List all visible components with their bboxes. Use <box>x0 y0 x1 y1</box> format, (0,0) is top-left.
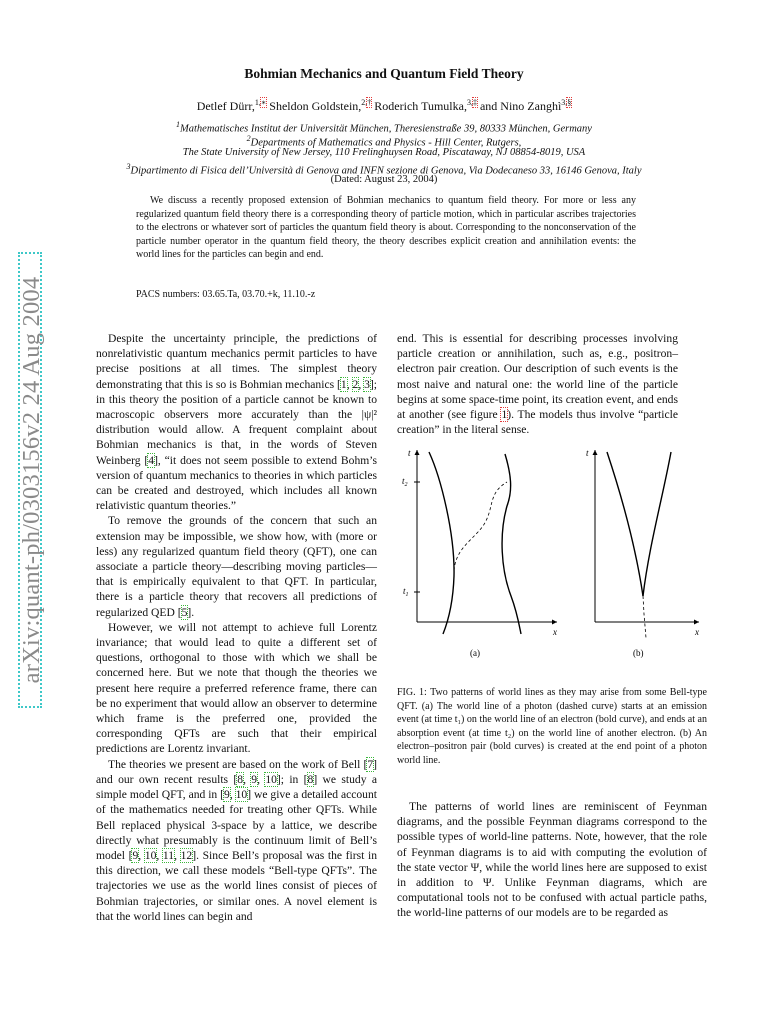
x-axis-label: x <box>553 627 557 637</box>
figure-caption: FIG. 1: Two patterns of world lines as they may arise from some Bell-type QFT. (a) The world line of a photon (dashed curve) starts at an emission event (at time t₁) on the world line of an electron (bold curve), and ends at an absorption event (at time t₂) on the world line of another electron. (b) An electron–positron pair (bold curves) is created at the end point of a photon world line. <box>397 687 707 766</box>
t-axis-arrow <box>415 450 420 455</box>
photon-world-line <box>454 482 507 576</box>
text: ]. Since Bell’s proposal was the first in this direction, we call these models “Bell-type QFTs”. The trajectories we use as the world lines consist of pieces of Bohmian trajectories, or similar ones. A novel element is that the world lines can begin and <box>96 848 377 923</box>
t2-symbol: t <box>402 476 405 486</box>
citation-link[interactable]: 9 <box>251 772 258 786</box>
affil-text: Dipartimento di Fisica dell’Università di Genova and INFN sezione di Genova, Via Dodecaneso 33, 16146 Genova, Italy <box>130 165 642 177</box>
author-footnote-link[interactable]: † <box>367 98 372 107</box>
affil-sup: 3 <box>126 162 131 171</box>
text: ], “it does not seem possible to extend Bohm’s version of quantum mechanics to theories in which particles can be created and destroyed, which includes all known relativistic quantum theories.” <box>96 453 377 513</box>
panel-b <box>586 448 699 658</box>
right-column <box>397 331 678 437</box>
x-axis-arrow <box>552 620 557 625</box>
right-column-continued <box>397 799 707 921</box>
citation-link[interactable]: 5 <box>181 605 188 619</box>
author-footnote-link[interactable]: ‡ <box>472 98 477 107</box>
author-name: and Nino Zanghì <box>479 99 562 113</box>
citation-link[interactable]: 3 <box>364 377 370 391</box>
t1-subscript: 1 <box>405 592 409 598</box>
author-list <box>0 98 768 114</box>
text: ] and our own recent results [ <box>96 757 377 786</box>
author-affil-sup: 1, <box>254 98 261 107</box>
citation-link[interactable]: 10 <box>144 848 157 862</box>
paragraph <box>397 331 678 437</box>
text: , <box>174 848 181 862</box>
x-axis-arrow <box>694 620 699 625</box>
affil-text: The State University of New Jersey, 110 Frelinghuysen Road, Piscataway, NJ 08854-8019, USA <box>182 147 586 158</box>
t2-subscript: 2 <box>404 482 408 488</box>
affiliation-2-cont <box>0 146 768 160</box>
author-affil-sup: 3, <box>561 98 568 107</box>
t-axis-label: t <box>408 448 411 458</box>
panel-a-label: (a) <box>470 648 480 658</box>
arxiv-stamp-text: arXiv:quant-ph/0303156v2 24 Aug 2004 <box>18 276 45 684</box>
paragraph <box>96 331 377 513</box>
paper-title: Bohmian Mechanics and Quantum Field Theory <box>244 66 524 81</box>
left-column <box>96 331 377 924</box>
text: Despite the uncertainty principle, the predictions of nonrelativistic quantum mechanics permit particles to have precise positions at all times. The simplest theory demonstrating that this is so is Bohmian mechanics [ <box>96 332 377 391</box>
citation-link[interactable]: 9 <box>132 848 139 862</box>
author-affil-sup: 3, <box>466 98 473 107</box>
positron-world-line <box>643 452 671 596</box>
x-axis-label: x <box>695 627 699 637</box>
text: , <box>229 788 236 802</box>
citation-link[interactable]: 11 <box>162 848 175 862</box>
paragraph <box>96 513 377 619</box>
citation-link[interactable]: 10 <box>235 788 248 802</box>
citation-link[interactable]: 12 <box>180 848 193 862</box>
panel-a <box>402 448 557 658</box>
t-axis-arrow <box>593 450 598 455</box>
text: ). The models thus involve “particle creation” in the literal sense. <box>397 408 678 437</box>
text: ]; in [ <box>276 772 308 786</box>
text: , <box>358 377 365 391</box>
text: To remove the grounds of the concern that such an extension may be impossible, we show how, with (more or less) any regularized quantum field theory (QFT), one can associate a particle theory—describing moving particles—that is empirically equivalent to that QFT. In particular, there is a particle theory that recovers all predictions of regularized QED [ <box>96 514 377 619</box>
electron-world-line <box>607 452 643 596</box>
arxiv-stamp[interactable] <box>14 250 50 710</box>
citation-link[interactable]: 2 <box>352 377 359 391</box>
text: , <box>346 377 353 391</box>
citation-link[interactable]: 1 <box>340 377 347 391</box>
author-footnote-link[interactable]: ∗ <box>260 98 267 107</box>
t1-symbol: t <box>403 586 406 596</box>
author-footnote-link[interactable]: § <box>567 98 572 107</box>
affil-sup: 1 <box>176 120 181 129</box>
panel-b-label: (b) <box>633 648 644 658</box>
affil-text: Departments of Mathematics and Physics - Hill Center, Rutgers, <box>250 137 522 149</box>
figure-link[interactable]: 1 <box>501 408 508 422</box>
text: ]. <box>187 605 195 619</box>
electron-world-line-2 <box>502 454 521 634</box>
text: ]; in this theory the position of a particle cannot be known to macroscopic observers more accurately than the |ψ|² distribution would allow. A frequent complaint about Bohmian mechanics is that, in the words of Steven Weinberg [ <box>96 377 378 467</box>
pacs-numbers: PACS numbers: 03.65.Ta, 03.70.+k, 11.10.-z <box>136 289 316 300</box>
author-name: Detlef Dürr, <box>196 99 255 113</box>
date-line: (Dated: August 23, 2004) <box>330 174 438 185</box>
text: , <box>138 848 145 862</box>
figure-1 <box>397 446 709 666</box>
text: ] we give a detailed account of the mathematics needed for treating other QFTs. While Bell replaced physical 3-space by a lattice, we describe directly what presumably is the continuum limit of Bell’s model [ <box>96 788 377 862</box>
citation-link[interactable]: 7 <box>367 757 374 771</box>
author-name: Roderich Tumulka, <box>374 99 467 113</box>
abstract: We discuss a recently proposed extension of Bohmian mechanics to quantum field theory. For more or less any regularized quantum field theory there is a corresponding theory of particle motion, which in particular ascribes trajectories to the electrons or whatever sort of particles the quantum field theory is about. Corresponding to the nonconservation of the particle number operator in the quantum field theory, the theory describes explicit creation and annihilation events: the world lines for the particles can begin and end. <box>136 195 636 261</box>
text: ] we study a simple model QFT, and in [ <box>96 772 377 802</box>
t1-label <box>403 586 409 598</box>
affil-text: Mathematisches Institut der Universität München, Theresienstraße 39, 80333 München, Germany <box>180 123 592 135</box>
citation-link[interactable]: 9 <box>224 788 230 802</box>
citation-link[interactable]: 8 <box>307 772 314 786</box>
author-affil-sup: 2, <box>361 98 368 107</box>
photon-world-line <box>643 596 646 638</box>
citation-link[interactable]: 8 <box>237 772 244 786</box>
citation-link[interactable]: 4 <box>148 453 155 467</box>
figure-1-svg <box>397 446 709 666</box>
electron-world-line-1 <box>429 452 454 634</box>
author-name: Sheldon Goldstein, <box>269 99 362 113</box>
t2-label <box>402 476 408 488</box>
citation-link[interactable]: 10 <box>265 772 277 786</box>
text: end. This is essential for describing processes involving particle creation or annihilation, such as, e.g., positron–electron pair creation. Our description of such events is the most naive and natural one: the world line of the particle begins at some space-time point, its creation event, and ends at another (see figure <box>397 332 678 422</box>
text: , <box>257 772 266 786</box>
affil-sup: 2 <box>246 134 251 143</box>
paragraph: However, we will not attempt to achieve full Lorentz invariance; that would lead to quite a different set of questions, orthogonal to those with which we shall be concerned here. But we note that though the theories we present here require a preferred reference frame, there can be no experiment that would allow an observer to determine which frame is the preferred one, provided the corresponding QFTs are such that their empirical predictions are Lorentz invariant. <box>96 620 377 756</box>
text: , <box>243 772 252 786</box>
paragraph: The patterns of world lines are reminiscent of Feynman diagrams, and the possible Feynman diagrams correspond to the possible types of world-line patterns. Note, however, that the role of Feynman diagrams is to aid with computing the evolution of the state vector Ψ, while the world lines here are supposed to exist in addition to Ψ. Unlike Feynman diagrams, which are computational tools not to be confused with actual particle paths, the world-line patterns of our models are to be regarded as <box>397 800 707 920</box>
text: The theories we present are based on the work of Bell [ <box>108 757 368 771</box>
text: , <box>156 848 163 862</box>
paragraph <box>96 757 377 924</box>
t-axis-label: t <box>586 448 589 458</box>
